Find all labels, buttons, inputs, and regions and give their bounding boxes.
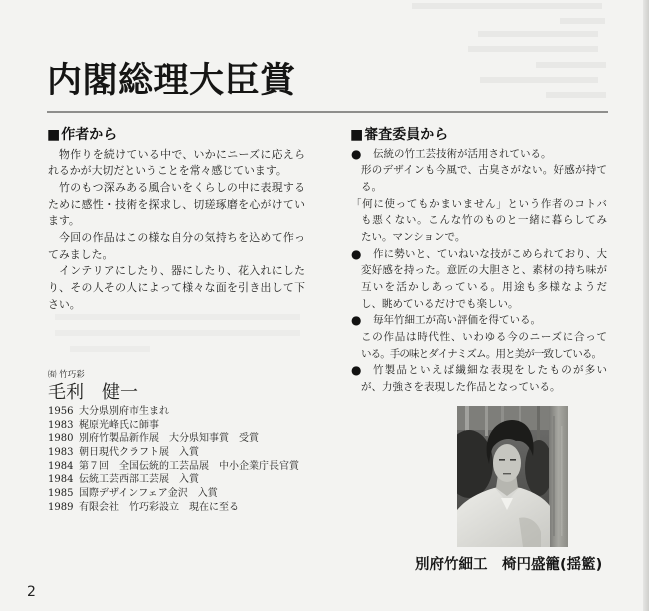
bleed-line (478, 31, 598, 37)
comment-text: 作に勢いと、ていねいな技がこめられており、大 (373, 247, 607, 260)
comment-line (351, 146, 607, 163)
page-title: 内閣総理大臣賞 (47, 60, 296, 101)
jury-section-heading-label: 審査委員から (364, 127, 449, 143)
text-line: てみました。 (48, 247, 114, 261)
text-line: 今回の作品はこの様な自分の気持ちを込めて作っ (59, 230, 305, 244)
page-number: 2 (27, 584, 36, 600)
comment-text: 竹製品といえば繊細な表現をしたものが多い (373, 364, 607, 377)
bleed-line (480, 77, 598, 83)
portrait-image (457, 406, 568, 547)
text-line: さい。 (48, 297, 81, 311)
artist-portrait-photo (457, 406, 568, 547)
text-line: り、その人その人によって様々な面を引き出して下 (48, 280, 305, 294)
bleed-line (412, 3, 602, 9)
comment-line (351, 246, 607, 263)
career-entry (48, 460, 299, 474)
square-marker-icon: ■ (47, 127, 61, 143)
artist-company: ㈲ 竹巧彩 (48, 370, 85, 380)
career-year: 1983 (48, 419, 74, 431)
comment-text: 伝統の竹工芸技術が活用されている。 (373, 147, 552, 160)
photo-caption: 別府竹細工 椅円盛籠(揺籃) (415, 557, 603, 573)
comment-line: る。 (361, 181, 382, 193)
comment-line: 「何に使ってもかまいません」という作者のコトバ (351, 197, 607, 210)
jury-comments (351, 146, 607, 396)
bullet-icon: ● (351, 313, 362, 328)
title-divider (47, 111, 608, 113)
career-year: 1984 (48, 460, 74, 472)
comment-line (351, 362, 607, 379)
comment-line: たい。マンションで。 (361, 230, 466, 243)
career-event: 梶原光峰氏に師事 (79, 419, 159, 431)
career-year: 1983 (48, 447, 74, 459)
bullet-icon: ● (351, 363, 362, 378)
comment-line (351, 312, 607, 329)
author-section-heading (47, 126, 117, 144)
bleed-line (560, 18, 605, 24)
page-edge-shadow (643, 0, 649, 611)
career-year: 1985 (48, 488, 74, 500)
bullet-icon: ● (351, 246, 362, 261)
bleed-line (55, 330, 300, 336)
career-event: 別府竹製品新作展 大分県知事賞 受賞 (79, 433, 259, 445)
career-event: 第７回 全国伝統的工芸品展 中小企業庁長官賞 (79, 460, 299, 472)
career-entry (48, 405, 299, 419)
career-entry (48, 432, 299, 446)
artist-name: 毛利 健一 (48, 382, 138, 403)
career-entry (48, 501, 299, 515)
text-line: 竹のもつ深みある風合いをくらしの中に表現する (59, 181, 305, 194)
bleed-line (536, 62, 606, 68)
career-year: 1984 (48, 474, 74, 486)
bleed-line (55, 314, 300, 320)
career-entry (48, 419, 299, 433)
comment-line: が、力強さを表現した作品となっている。 (361, 380, 561, 393)
text-line: 物作りを続けている中で、いかにニーズに応えら (59, 147, 305, 161)
career-entry (48, 473, 299, 487)
comment-line: この作品は時代性、いわゆる今のニーズに合って (361, 330, 607, 343)
career-event: 伝統工芸西部工芸展 入賞 (79, 474, 199, 486)
career-history (48, 405, 299, 515)
square-marker-icon: ■ (350, 127, 364, 143)
author-section-heading-label: 作者から (61, 127, 118, 143)
comment-line: し、眺めているだけでも楽しい。 (361, 297, 519, 310)
career-year: 1956 (48, 406, 74, 417)
text-line: ために感性・技術を探求し、切瑳琢磨を心がけてい (48, 197, 305, 211)
bleed-line (70, 346, 150, 352)
comment-line: 互いを活かしあっている。用途も多様なようだ (361, 280, 607, 293)
bleed-line (546, 92, 606, 98)
bleed-line (468, 46, 598, 52)
comment-text: 毎年竹細工が高い評価を得ている。 (373, 314, 541, 327)
comment-line: も悪くない。こんな竹のものと一緒に暮らしてみ (361, 214, 607, 227)
text-line: ます。 (48, 214, 80, 228)
comment-line: いる。手の味とダイナミズム。用と美が一致している。 (361, 347, 602, 360)
jury-section-heading (350, 126, 448, 144)
career-event: 国際デザインフェア金沢 入賞 (79, 488, 218, 500)
comment-line: 形のデザインも今風で、古臭さがない。好感が持て (361, 164, 607, 177)
text-line: インテリアにしたり、器にしたり、花入れにした (59, 264, 305, 278)
author-statement (48, 147, 305, 314)
career-entry (48, 446, 299, 460)
text-line: れるかが大切だということを常々感じています。 (48, 164, 287, 178)
career-year: 1980 (48, 433, 74, 445)
career-year: 1989 (48, 501, 74, 513)
bullet-icon: ● (351, 146, 362, 161)
career-entry (48, 487, 299, 501)
comment-line: 変好感を持った。意匠の大胆さと、素材の持ち味が (361, 264, 607, 277)
career-event: 大分県別府市生まれ (79, 406, 169, 417)
career-event: 朝日現代クラフト展 入賞 (79, 447, 199, 459)
career-event: 有限会社 竹巧彩設立 現在に至る (79, 501, 239, 513)
